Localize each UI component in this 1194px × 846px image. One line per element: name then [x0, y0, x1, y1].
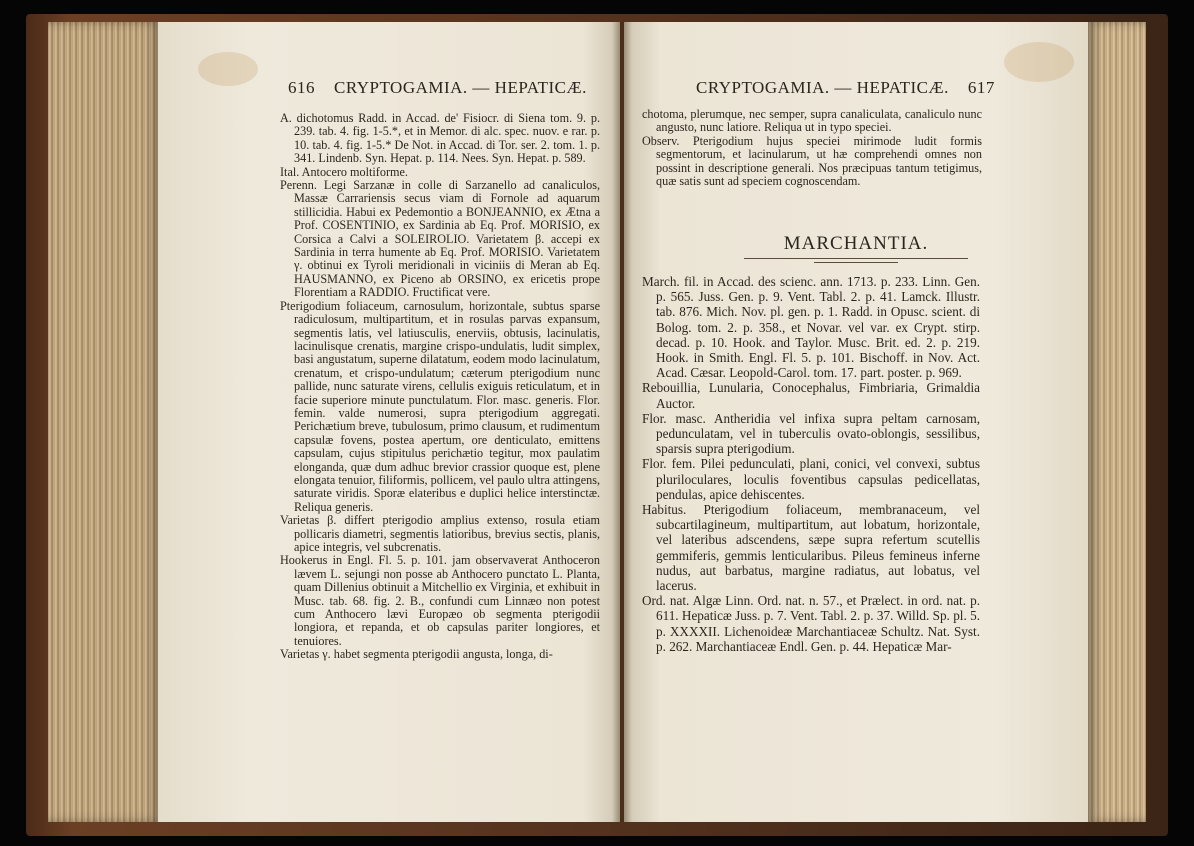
right-running-head — [696, 78, 995, 98]
book-gutter — [612, 22, 632, 822]
paragraph: Observ. Pterigodium hujus speciei mirimode ludit formis segmentorum, et lacinularum, ut hæ comprehendi omnes non possint in descriptione generali. Nos præcipuas tantum tetigimus, quæ satis sunt ad speciem cognoscendam. — [642, 133, 982, 189]
paragraph: Flor. fem. Pilei pedunculati, plani, conici, vel convexi, subtus pluriloculares, loculis foventibus capsulas pedicellatas, pendulas, apice dehiscentes. — [642, 456, 980, 502]
paragraph: chotoma, plerumque, nec semper, supra canaliculata, canaliculo nunc angusto, nunc latiore. Reliqua ut in typo speciei. — [642, 107, 982, 135]
left-page — [158, 22, 620, 822]
paragraph: Perenn. Legi Sarzanæ in colle di Sarzanello ad canaliculos, Massæ Carrariensis secus viam di Fornole ad aquarum stillicidia. Habui ex Pedemontio a BONJEANNIO, ex Ætna a Prof. COSENTINIO, ex Sardinia ab Eq. Prof. MORISIO, ex Corsica a Calvi a SOLEIROLIO. Varietatem β. accepi ex Sardinia in terra humente ab Eq. Prof. MORISIO. Varietatem γ. obtinui ex Tyroli meridionali in viciniis di Meran ab Eq. HAUSMANNO, ex Piceno ab ORSINO, ex ericetis prope Florentiam a RADDIO. Fructificat vere. — [280, 178, 600, 300]
left-running-head — [288, 78, 587, 98]
paragraph: March. fil. in Accad. des scienc. ann. 1713. p. 233. Linn. Gen. p. 565. Juss. Gen. p. 9. Vent. Tabl. 2. p. 41. Lamck. Illustr. tab. 876. Mich. Nov. pl. gen. p. 1. Radd. in Opusc. scient. di Bolog. tom. 2. p. 358., et Novar. vel var. ex Crypt. stirp. decad. p. 10. Hook. and Taylor. Musc. Brit. ed. 2. p. 219. Hook. in Smith. Engl. Fl. 5. p. 101. Bischoff. in Nov. Act. Acad. Cæsar. Leopold-Carol. tom. 17. part. poster. p. 969. — [642, 274, 980, 381]
paragraph: Flor. masc. Antheridia vel infixa supra peltam carnosam, pedunculatam, vel in tuberculis ovato-oblongis, sessilibus, sparsis supra pterigodium. — [642, 410, 980, 457]
paragraph: Varietas γ. habet segmenta pterigodii angusta, longa, di- — [280, 647, 553, 662]
paper-stain — [198, 52, 258, 86]
paragraph: Habitus. Pterigodium foliaceum, membranaceum, vel subcartilagineum, multipartitum, aut lobatum, horizontale, vel lateribus adscendens, sæpe supra refertum scutellis gemmiferis, gemmis lenticularibus. Pileus femineus inferne nudus, aut barbatus, margine radiatus, aut lobatus, vel lacerus. — [642, 502, 980, 594]
paragraph: Hookerus in Engl. Fl. 5. p. 101. jam observaverat Anthoceron lævem L. sejungi non posse ab Anthocero punctato L. Planta, quam Dillenius obtinuit a Mitchellio ex Virginia, et exhibuit in Musc. tab. 68. fig. 2. B., confundi cum Linnæo non potest cum Anthocero lævi Europæo ob segmenta pterigodii longiora, et repanda, et ob capsulas pariter longiores, et tenuiores. — [280, 553, 600, 648]
page-edges-left — [48, 22, 160, 822]
right-body-text — [642, 274, 980, 654]
paragraph: Pterigodium foliaceum, carnosulum, horizontale, subtus sparse radiculosum, multipartitum, et in rosulas parvas expansum, segmentis latis, vel latiusculis, enerviis, obtusis, lacinulatis, lacinulisque crenatis, margine crispo-undulatis, ludit simplex, basi angustatum, superne dilatatum, eodem modo lacinulatum, crenatum, et crispo-undulatum; cæterum pterigodium nunc pallide, nunc saturate virens, cellulis exiguis reticulatum, et in facie superiore minute punctulatum. Flor. masc. generis. Flor. femin. valde numerosi, supra pterigodium aggregati. Perichætium breve, tubulosum, primo clausum, et rudimentum capsulæ fovens, postea apertum, ore denticulato, emittens capsulam, cujus stipitulus perichætio tegitur, mox paulatim elonganda, quæ dum adhuc brevior crassior quoque est, plene elongata tenuior, filiformis, pollicem, vel paulo ultra attingens, saturate viridis. Sporæ elateribus e duplici helice interstinctæ. Reliqua generis. — [280, 298, 600, 514]
right-body-text-top — [642, 108, 982, 188]
paragraph: Rebouillia, Lunularia, Conocephalus, Fimbriaria, Grimaldia Auctor. — [642, 380, 980, 411]
divider — [814, 262, 898, 263]
right-running-title: CRYPTOGAMIA. — HEPATICÆ. — [696, 78, 949, 97]
divider — [744, 258, 968, 259]
paragraph: Ord. nat. Algæ Linn. Ord. nat. n. 57., et Prælect. in ord. nat. p. 611. Hepaticæ Juss. p. 7. Vent. Tabl. 2. p. 37. Willd. Sp. pl. 5. p. XXXXII. Lichenoideæ Marchantiaceæ Schultz. Nat. Syst. p. 262. Marchantiaceæ Endl. Gen. p. 44. Hepaticæ Mar- — [642, 593, 980, 654]
paragraph: A. dichotomus Radd. in Accad. de' Fisiocr. di Siena tom. 9. p. 239. tab. 4. fig. 1-5.*, et in Memor. di alc. spec. nuov. e rar. p. 10. tab. 4. fig. 1-5.* De Not. in Accad. di Tor. ser. 2. tom. 1. p. 341. Lindenb. Syn. Hepat. p. 114. Nees. Syn. Hepat. p. 589. — [280, 111, 600, 166]
page-edges-right — [1088, 22, 1146, 822]
left-page-number: 616 — [288, 78, 315, 97]
paragraph: Varietas β. differt pterigodio amplius extenso, rosula etiam pollicaris diametri, segmentis latioribus, brevius sectis, planis, apice integris, vel subcrenatis. — [280, 513, 600, 554]
left-running-title: CRYPTOGAMIA. — HEPATICÆ. — [334, 78, 587, 97]
paper-stain — [1004, 42, 1074, 82]
right-page — [624, 22, 1088, 822]
left-body-text — [280, 112, 600, 662]
section-title: MARCHANTIA. — [783, 233, 929, 254]
paragraph: Ital. Antocero moltiforme. — [280, 164, 408, 179]
right-page-number: 617 — [967, 78, 995, 97]
